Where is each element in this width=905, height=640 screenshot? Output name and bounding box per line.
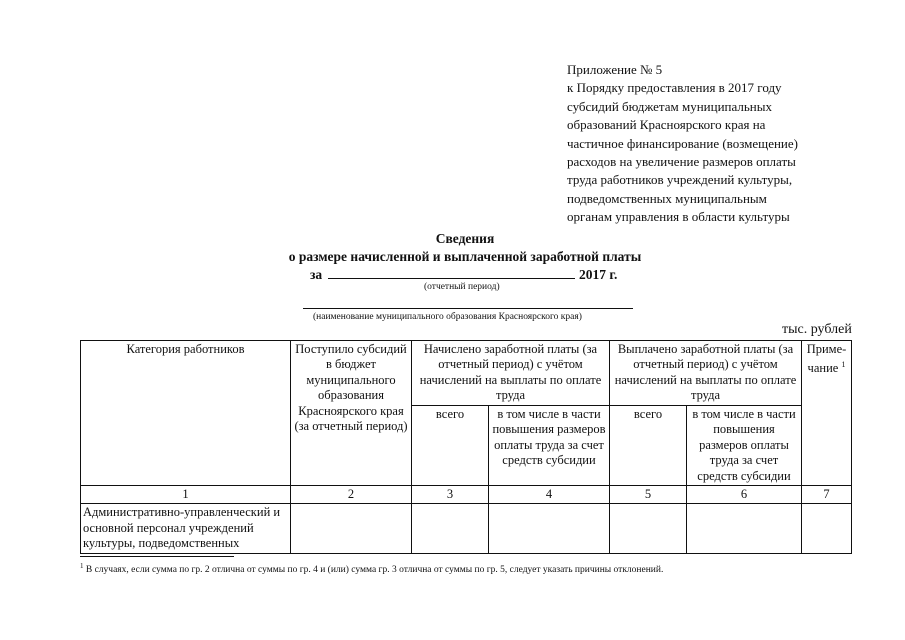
table-cell bbox=[802, 504, 852, 553]
appendix-line: подведомственных муниципальным bbox=[567, 190, 767, 206]
header-category: Категория работников bbox=[81, 341, 291, 486]
footnote bbox=[80, 562, 663, 575]
appendix-line: Приложение № 5 bbox=[567, 62, 663, 77]
header-paid-total: всего bbox=[610, 406, 687, 486]
header-note-label: Приме-чание bbox=[806, 342, 847, 376]
period-suffix: 2017 г. bbox=[579, 267, 618, 282]
appendix-line: частичное финансирование (возмещение) bbox=[567, 135, 798, 151]
table-cell bbox=[291, 504, 412, 553]
document-title: Сведения bbox=[435, 231, 495, 246]
column-number: 7 bbox=[802, 486, 852, 504]
column-number: 2 bbox=[291, 486, 412, 504]
appendix-line: расходов на увеличение размеров оплаты bbox=[567, 154, 796, 170]
header-accrued-incl: в том числе в части повышения размеров оплаты труда за счет средств субсидии bbox=[489, 406, 610, 486]
column-number-row bbox=[81, 486, 852, 504]
header-paid-incl: в том числе в части повышения размеров оплаты труда за счет средств субсидии bbox=[687, 406, 802, 486]
period-prefix: за bbox=[310, 267, 323, 282]
column-number: 4 bbox=[489, 486, 610, 504]
column-number: 3 bbox=[412, 486, 489, 504]
table-cell bbox=[412, 504, 489, 553]
municipality-caption: (наименование муниципального образования Красноярского края) bbox=[313, 312, 582, 322]
table-cell bbox=[610, 504, 687, 553]
footnote-divider bbox=[80, 556, 234, 557]
footnote-mark: 1 bbox=[80, 562, 84, 570]
header-note-footnote-mark: 1 bbox=[841, 360, 846, 370]
appendix-line: к Порядку предоставления в 2017 году bbox=[567, 80, 782, 96]
column-number: 6 bbox=[687, 486, 802, 504]
row-category: Административно-управленческий и основной персонал учреждений культуры, подведомственных bbox=[81, 504, 291, 553]
appendix-line: образований Красноярского края на bbox=[567, 117, 766, 133]
header-received: Поступило субсидий в бюджет муниципального образования Красноярского края (за отчетный период) bbox=[291, 341, 412, 486]
appendix-line: субсидий бюджетам муниципальных bbox=[567, 98, 772, 114]
units-label: тыс. рублей bbox=[782, 322, 852, 337]
period-blank bbox=[328, 266, 575, 279]
period-caption: (отчетный период) bbox=[424, 282, 500, 292]
header-note bbox=[802, 341, 852, 486]
appendix-line: органам управления в области культуры bbox=[567, 209, 790, 225]
appendix-line: труда работников учреждений культуры, bbox=[567, 172, 793, 188]
column-number: 1 bbox=[81, 486, 291, 504]
header-accrued-total: всего bbox=[412, 406, 489, 486]
column-number: 5 bbox=[610, 486, 687, 504]
appendix-block bbox=[567, 61, 867, 227]
table-row bbox=[81, 504, 852, 553]
header-paid: Выплачено заработной платы (за отчетный период) с учётом начислений на выплаты по оплате труда bbox=[610, 341, 802, 406]
reporting-period-line bbox=[310, 266, 617, 283]
footnote-text: В случаях, если сумма по гр. 2 отлична от суммы по гр. 4 и (или) сумма гр. 3 отлична от суммы по гр. 5, следует указать причины отклонений. bbox=[83, 565, 664, 576]
salary-table bbox=[80, 340, 852, 554]
table-cell bbox=[489, 504, 610, 553]
municipality-blank bbox=[303, 308, 633, 309]
table-cell bbox=[687, 504, 802, 553]
header-accrued: Начислено заработной платы (за отчетный период) с учётом начислений на выплаты по оплате труда bbox=[412, 341, 610, 406]
document-subtitle: о размере начисленной и выплаченной заработной платы bbox=[288, 249, 642, 264]
